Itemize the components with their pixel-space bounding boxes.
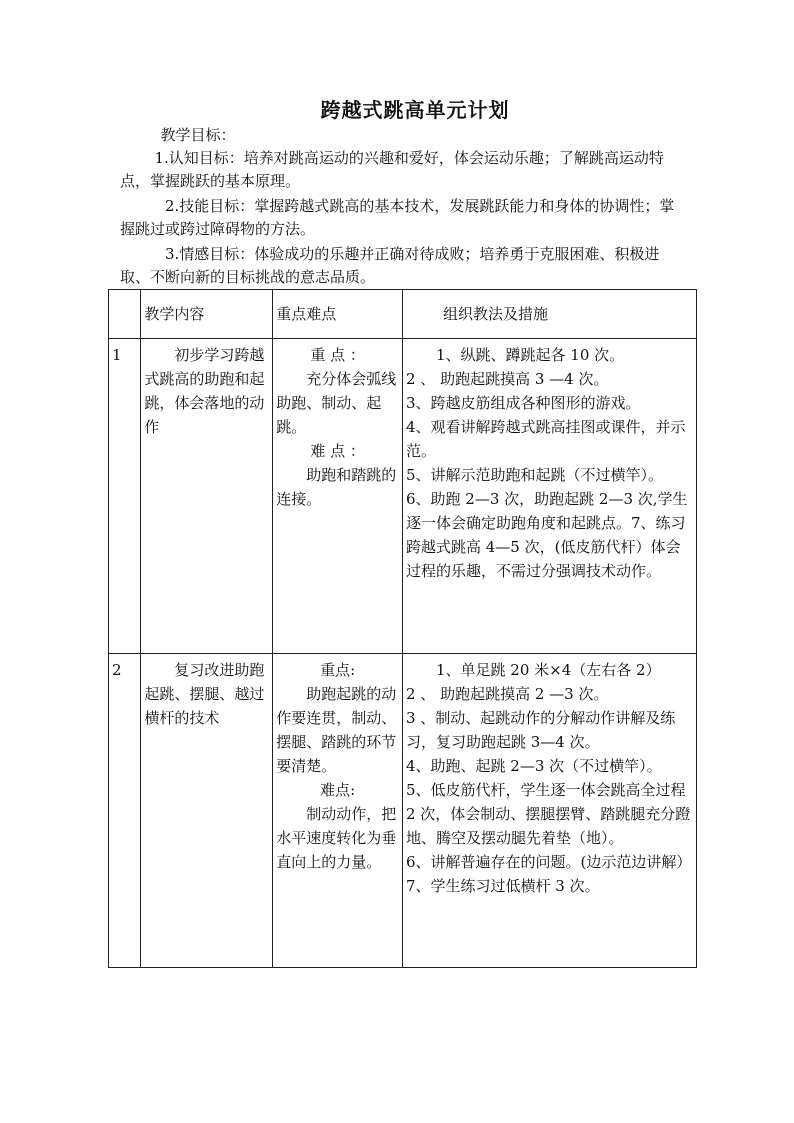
goal-cognitive: 1.认知目标：培养对跳高运动的兴趣和爱好，体会运动乐趣；了解跳高运动特点，掌握跳跃的基本原理。 <box>120 149 664 190</box>
key-point-text: 充分体会弧线助跑、制动、起跳。 <box>276 370 397 436</box>
method-item: 6、助跑 2—3 次，助跑起跳 2—3 次,学生逐一体会确定助跑角度和起跳点。7、练习跨越式跳高 4—5 次，(低皮筋代杆）体会过程的乐趣，不需过分强调技术动作。 <box>405 490 688 580</box>
page-title: 跨越式跳高单元计划 <box>320 98 510 122</box>
goal-skill: 2.技能目标：掌握跨越式跳高的基本技术，发展跳跃能力和身体的协调性；掌握跳过或跨过障碍物的方法。 <box>120 197 675 238</box>
row-number: 2 <box>109 654 141 968</box>
difficulty-label: 难点: <box>320 781 356 799</box>
method-item: 5、低皮筋代杆，学生逐一体会跳高全过程 2 次，体会制动、摆腿摆臂、踏跳腿充分蹬地、腾空及摆动腿先着垫（地）。 <box>405 781 691 847</box>
key-point-text: 助跑起跳的动作要连贯，制动、摆腿、踏跳的环节要清楚。 <box>276 685 397 775</box>
method-item: 3、跨越皮筋组成各种图形的游戏。 <box>405 394 641 412</box>
unit-plan-table <box>108 289 697 968</box>
row-methods <box>402 654 696 968</box>
table-row <box>109 339 697 654</box>
goal-emotion: 3.情感目标：体验成功的乐趣并正确对待成败；培养勇于克服困难、积极进取、不断向新的目标挑战的意志品质。 <box>120 245 660 286</box>
method-item: 6、讲解普遍存在的问题。(边示范边讲解） <box>405 853 692 871</box>
method-item: 1、单足跳 20 米×4（左右各 2） <box>435 661 661 679</box>
row-number: 1 <box>109 339 141 654</box>
method-item: 3 、制动、起跳动作的分解动作讲解及练习，复习助跑起跳 3—4 次。 <box>405 709 676 751</box>
difficulty-text: 助跑和踏跳的连接。 <box>276 466 397 508</box>
method-item: 1、纵跳、蹲跳起各 10 次。 <box>435 346 625 364</box>
method-item: 4、助跑、起跳 2—3 次（不过横竿）。 <box>405 757 662 775</box>
goals-label: 教学目标： <box>160 126 236 144</box>
row-key-difficult <box>273 654 403 968</box>
header-methods: 组织教法及措施 <box>402 290 696 339</box>
table-header-row <box>109 290 697 339</box>
method-item: 2 、 助跑起跳摸高 3 —4 次。 <box>405 370 609 388</box>
difficulty-label: 难 点 ： <box>310 442 365 460</box>
table-row <box>109 654 697 968</box>
row-methods <box>402 339 696 654</box>
key-point-label: 重点: <box>320 661 356 679</box>
row-key-difficult <box>273 339 403 654</box>
method-item: 2 、 助跑起跳摸高 2 —3 次。 <box>405 685 609 703</box>
method-item: 5、讲解示范助跑和起跳（不过横竿）。 <box>405 466 664 484</box>
header-key-difficult: 重点难点 <box>273 290 403 339</box>
key-point-label: 重 点 ： <box>310 346 365 364</box>
row-content: 初步学习跨越式跳高的助跑和起跳，体会落地的动作 <box>141 339 273 654</box>
method-item: 4、观看讲解跨越式跳高挂图或课件，并示范。 <box>405 418 686 460</box>
header-number <box>109 290 141 339</box>
header-content: 教学内容 <box>141 290 273 339</box>
row-content: 复习改进助跑起跳、摆腿、越过横杆的技术 <box>141 654 273 968</box>
method-item: 7、学生练习过低横杆 3 次。 <box>405 877 600 895</box>
difficulty-text: 制动动作，把水平速度转化为垂直向上的力量。 <box>276 805 397 871</box>
